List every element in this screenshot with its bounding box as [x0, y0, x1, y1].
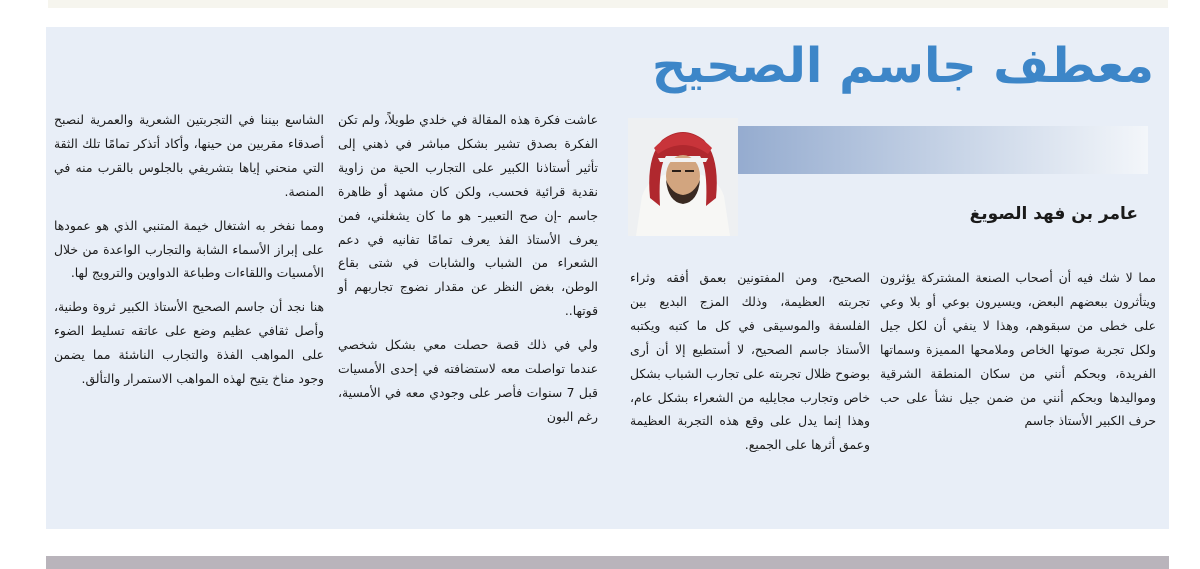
- paragraph: مما لا شك فيه أن أصحاب الصنعة المشتركة يؤثرون ويتأثرون ببعضهم البعض، ويسيرون بوعي أو بلا وعي على خطى من سبقوهم، وهذا لا ينفي أن لكل جيل ولكل تجربة صوتها الخاص وملامحها المميزة وسماتها الفريدة، وبحكم أنني من سكان المنطقة الشرقية ومواليدها وبحكم أنني من ضمن جيل نشأ على حب حرف الكبير الأستاذ جاسم: [880, 270, 1156, 429]
- paragraph: الشاسع بيننا في التجربتين الشعرية والعمرية لنصبح أصدقاء مقربين من حينها، وأكاد أتذكر تمامًا تلك الثقة التي منحني إياها بتشريفي بالجلوس بالقرب منه في المنصة.: [54, 112, 324, 199]
- article-column-3: [338, 108, 598, 439]
- author-name-bar: [708, 126, 1148, 174]
- paragraph: عاشت فكرة هذه المقالة في خلدي طويلاً، ولم تكن الفكرة بصدق تشير بشكل مباشر في ذهني إلى تأثير أستاذنا الكبير على التجارب الحية من زاوية نقدية قرائية فحسب، ولكن كان مشهد أو ظاهرة جاسم -إن صح التعبير- هو ما كان يشغلني، فمن يعرف الأستاذ الفذ يعرف تمامًا تفانيه في دعم الشعراء من الشباب والشابات في شتى بقاع الوطن، بغض النظر عن مقدار نضوج تجاربهم أو قوتها..: [338, 112, 598, 319]
- article-column-1: [880, 266, 1156, 443]
- top-divider-strip: [48, 0, 1168, 8]
- bottom-divider-strip: [46, 556, 1169, 569]
- author-photo: [628, 118, 738, 236]
- paragraph: ولي في ذلك قصة حصلت معي بشكل شخصي عندما تواصلت معه لاستضافته في إحدى الأمسيات قبل 7 سنوات فأصر على وجودي معه في الأمسية، رغم البون: [338, 337, 598, 424]
- paragraph: ومما نفخر به اشتغال خيمة المتنبي الذي هو عمودها على إبراز الأسماء الشابة والتجارب الواعدة من خلال الأمسيات واللقاءات وطباعة الدواوين والترويج لها.: [54, 217, 324, 281]
- paragraph: هنا نجد أن جاسم الصحيح الأستاذ الكبير ثروة وطنية، وأصل ثقافي عظيم وضع على عاتقه تسليط الضوء على المواهب الفذة والتجارب الناشئة مما يضمن وجود مناخ يتيح لهذه المواهب الاستمرار والتألق.: [54, 299, 324, 387]
- paragraph: الصحيح، ومن المفتونين بعمق أفقه وثراء تجربته العظيمة، وذلك المزج البديع بين الفلسفة والموسيقى في كل ما كتبه ويكتبه الأستاذ جاسم الصحيح، لا أستطيع إلا أن أرى بوضوح ظلال تجربته على تجارب الشباب بشكل خاص وتجارب مجايليه من الشعراء بشكل عام، وهذا إنما يدل على وقع هذه التجربة العظيمة وعمق أثرها على الجميع.: [630, 270, 870, 453]
- article-column-2: [630, 266, 870, 467]
- article-column-4: [54, 108, 324, 401]
- author-box: [628, 118, 1148, 236]
- article-title: معطف جاسم الصحيح: [651, 38, 1154, 94]
- author-name: عامر بن فهد الصويغ: [969, 204, 1138, 224]
